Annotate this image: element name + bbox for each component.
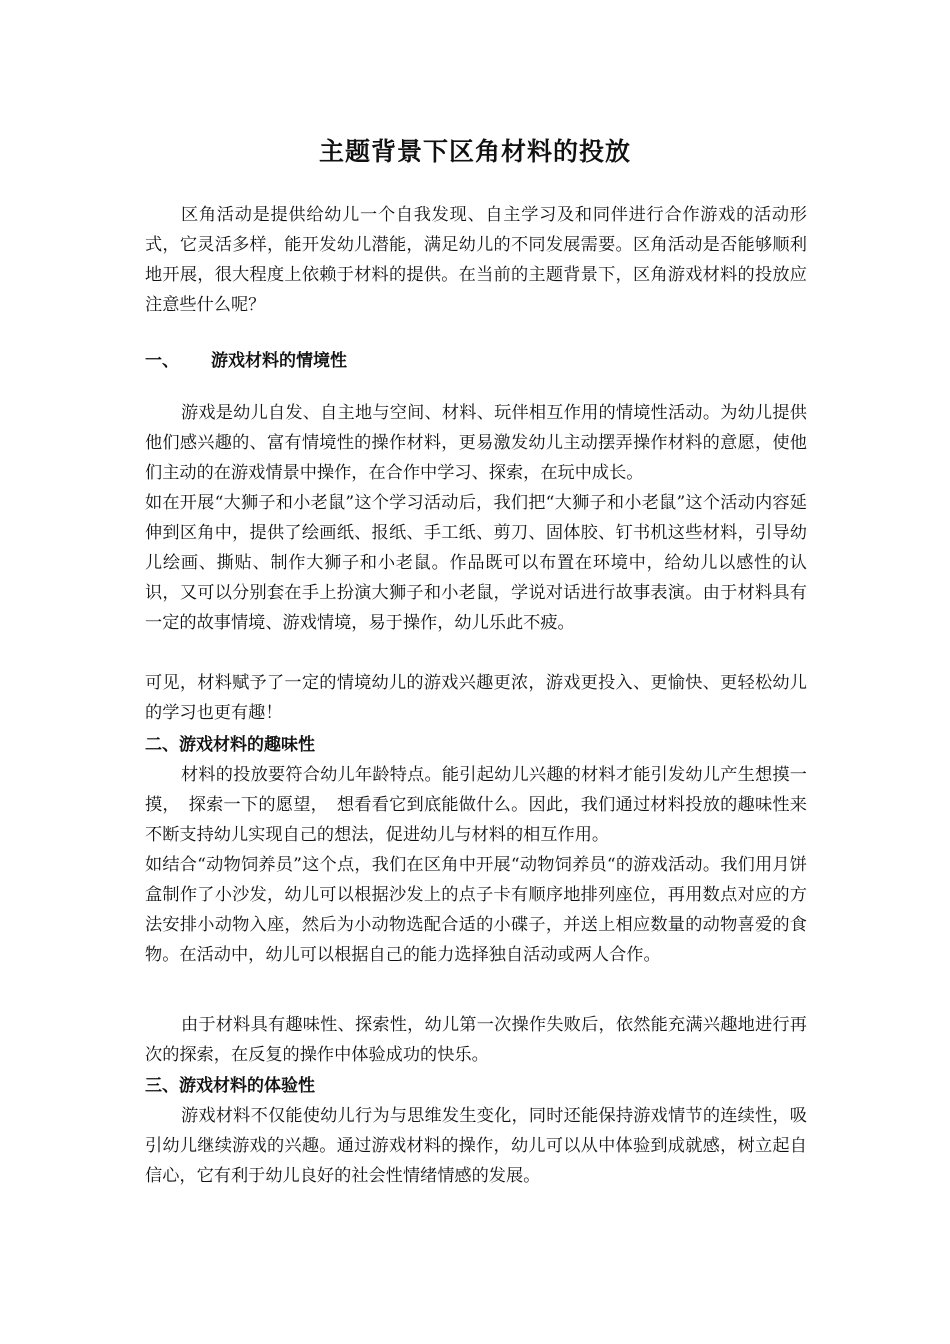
section-3-paragraph-1: 游戏材料不仅能使幼儿行为与思维发生变化，同时还能保持游戏情节的连续性，吸引幼儿继续游戏的兴趣。通过游戏材料的操作，幼儿可以从中体验到成就感，树立起自信心，它有利于幼儿良好的社会性情绪情感的发展。 (145, 1106, 807, 1186)
document-title: 主题背景下区角材料的投放 (318, 137, 631, 166)
section-1-heading (145, 346, 807, 376)
section-3-heading: 三、游戏材料的体验性 (145, 1076, 315, 1096)
section-2-heading: 二、游戏材料的趣味性 (145, 735, 315, 755)
section-1-paragraph-1: 游戏是幼儿自发、自主地与空间、材料、玩伴相互作用的情境性活动。为幼儿提供他们感兴趣的、富有情境性的操作材料，更易激发幼儿主动摆弄操作材料的意愿，使他们主动的在游戏情景中操作，在合作中学习、探索，在玩中成长。 (145, 403, 807, 483)
section-2-paragraph-3: 由于材料具有趣味性、探索性，幼儿第一次操作失败后，依然能充满兴趣地进行再次的探索，在反复的操作中体验成功的快乐。 (145, 1015, 807, 1065)
section-1-paragraph-3: 可见，材料赋予了一定的情境幼儿的游戏兴趣更浓，游戏更投入、更愉快、更轻松幼儿的学习也更有趣！ (145, 673, 807, 723)
section-2-paragraph-1: 材料的投放要符合幼儿年龄特点。能引起幼儿兴趣的材料才能引发幼儿产生想摸一摸， 探索一下的愿望， 想看看它到底能做什么。因此，我们通过材料投放的趣味性来不断支持幼儿实现自己的想法，促进幼儿与材料的相互作用。 (145, 765, 807, 845)
section-2-paragraph-2: 如结合“动物饲养员”这个点，我们在区角中开展“动物饲养员“的游戏活动。我们用月饼盒制作了小沙发，幼儿可以根据沙发上的点子卡有顺序地排列座位，再用数点对应的方法安排小动物入座，然后为小动物选配合适的小碟子，并送上相应数量的动物喜爱的食物。在活动中，幼儿可以根据自己的能力选择独自活动或两人合作。 (145, 855, 807, 965)
section-1-paragraph-2: 如在开展“大狮子和小老鼠”这个学习活动后，我们把“大狮子和小老鼠”这个活动内容延伸到区角中，提供了绘画纸、报纸、手工纸、剪刀、固体胶、钉书机这些材料，引导幼儿绘画、撕贴、制作大狮子和小老鼠。作品既可以布置在环境中，给幼儿以感性的认识，又可以分别套在手上扮演大狮子和小老鼠，学说对话进行故事表演。由于材料具有一定的故事情境、游戏情境，易于操作，幼儿乐此不疲。 (145, 493, 807, 633)
section-1-number: 一、 (145, 351, 179, 371)
section-1-title: 游戏材料的情境性 (211, 351, 347, 371)
intro-paragraph: 区角活动是提供给幼儿一个自我发现、自主学习及和同伴进行合作游戏的活动形式，它灵活多样，能开发幼儿潜能，满足幼儿的不同发展需要。区角活动是否能够顺利地开展，很大程度上依赖于材料的提供。在当前的主题背景下，区角游戏材料的投放应注意些什么呢？ (145, 205, 807, 315)
